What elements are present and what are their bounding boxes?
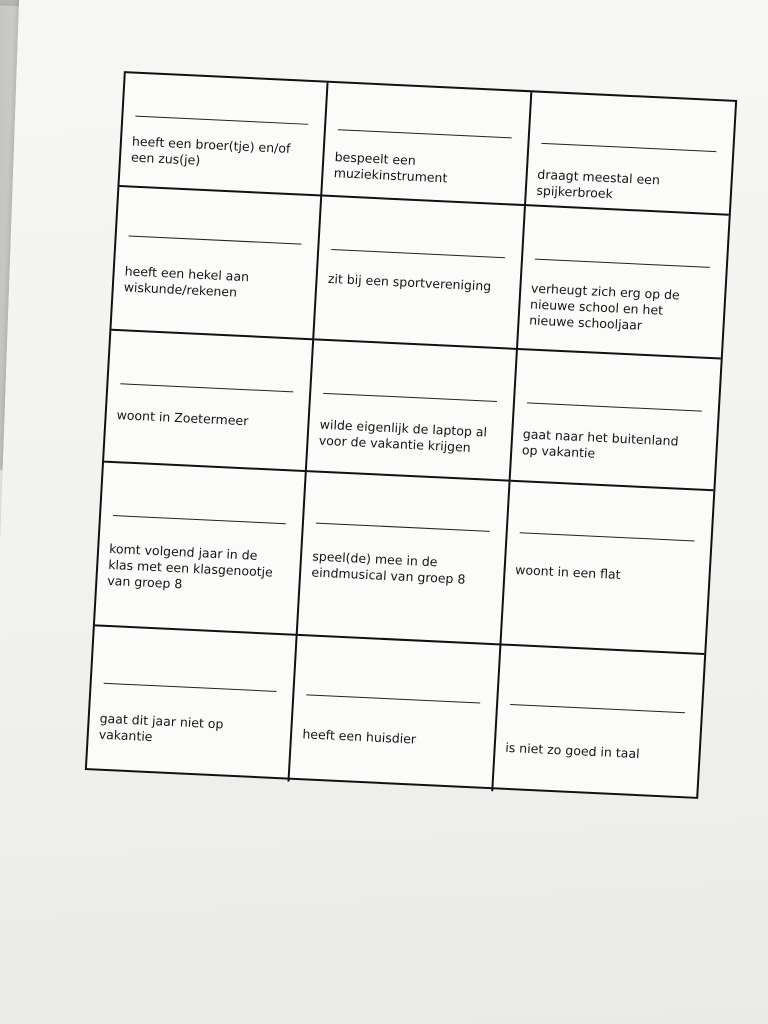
card-text: zit bij een sportvereniging bbox=[327, 270, 492, 294]
card-text: heeft een huisdier bbox=[302, 726, 417, 747]
bingo-card-grid bbox=[85, 71, 737, 799]
card-text: komt volgend jaar in de klas met een klasgenootje van groep 8 bbox=[107, 540, 274, 592]
name-write-line[interactable] bbox=[527, 402, 702, 411]
name-write-line[interactable] bbox=[541, 143, 716, 152]
card-cell bbox=[104, 331, 314, 472]
card-text: woont in een flat bbox=[514, 562, 622, 583]
name-write-line[interactable] bbox=[129, 235, 302, 244]
card-text: draagt meestal een spijkerbroek bbox=[536, 166, 661, 202]
card-cell bbox=[95, 463, 307, 636]
card-cell bbox=[290, 636, 501, 791]
card-text: wilde eigenlijk de laptop al voor de vakantie krijgen bbox=[318, 416, 488, 455]
name-write-line[interactable] bbox=[535, 259, 710, 268]
card-text: speel(de) mee in de eindmusical van groep 8 bbox=[311, 548, 466, 587]
name-write-line[interactable] bbox=[307, 694, 480, 703]
card-cell bbox=[518, 206, 729, 359]
name-write-line[interactable] bbox=[510, 704, 685, 713]
name-write-line[interactable] bbox=[120, 383, 293, 392]
card-cell bbox=[314, 197, 525, 350]
name-write-line[interactable] bbox=[113, 515, 286, 524]
card-text: verheugt zich erg op de nieuwe school en het nieuwe schooljaar bbox=[528, 280, 681, 333]
card-cell bbox=[298, 472, 510, 645]
card-cell bbox=[501, 482, 713, 655]
name-write-line[interactable] bbox=[332, 249, 505, 258]
card-cell bbox=[119, 73, 328, 196]
name-write-line[interactable] bbox=[519, 532, 694, 541]
card-cell bbox=[307, 340, 517, 481]
card-cell bbox=[87, 626, 298, 781]
name-write-line[interactable] bbox=[338, 129, 511, 138]
name-write-line[interactable] bbox=[323, 393, 496, 402]
card-cell bbox=[111, 187, 322, 340]
card-cell bbox=[526, 92, 735, 215]
name-write-line[interactable] bbox=[135, 116, 308, 125]
card-text: woont in Zoetermeer bbox=[116, 407, 249, 429]
card-text: gaat naar het buitenland op vakantie bbox=[521, 426, 679, 461]
card-text: is niet zo goed in taal bbox=[504, 739, 640, 762]
name-write-line[interactable] bbox=[104, 683, 277, 692]
card-text: heeft een hekel aan wiskunde/rekenen bbox=[123, 263, 250, 300]
card-cell bbox=[510, 350, 720, 491]
card-text: heeft een broer(tje) en/of een zus(je) bbox=[130, 133, 291, 168]
card-text: bespeelt een muziekinstrument bbox=[333, 149, 448, 186]
card-cell bbox=[323, 83, 532, 206]
card-text: gaat dit jaar niet op vakantie bbox=[98, 710, 224, 745]
card-cell bbox=[493, 645, 704, 800]
name-write-line[interactable] bbox=[316, 523, 489, 532]
